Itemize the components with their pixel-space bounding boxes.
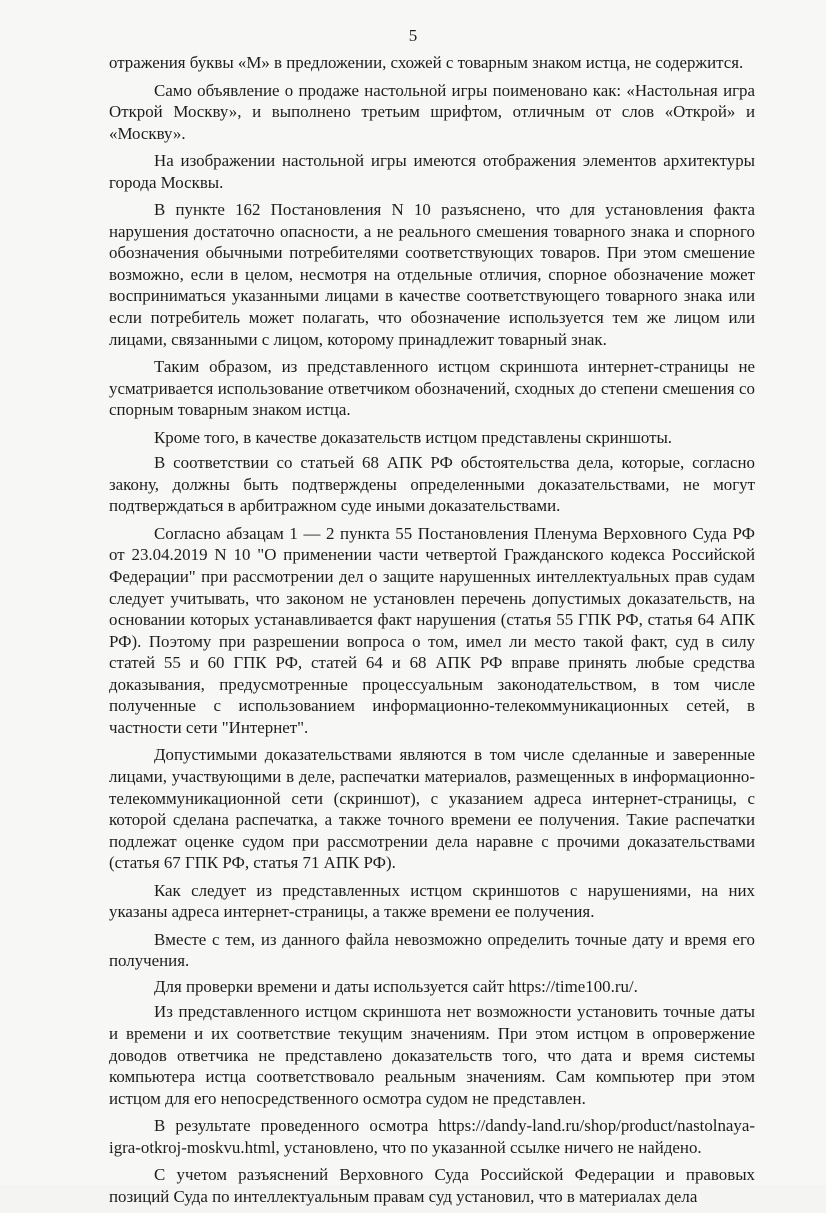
document-body xyxy=(109,52,755,1213)
paragraph-conclusion-similarity: Таким образом, из представленного истцом скриншота интернет-страницы не усматривается использование ответчиком обозначений, сходных до степени смешения со спорным товарным знаком истца. xyxy=(109,357,755,420)
paragraph-court-finding: С учетом разъяснений Верховного Суда Российской Федерации и правовых позиций Суда по интеллектуальным правам суд установил, что в материалах дела xyxy=(109,1165,755,1206)
paragraph-file-time-unknown: Вместе с тем, из данного файла невозможно определить точные дату и время его получения. xyxy=(109,929,755,971)
paragraph-time-check-site: Для проверки времени и даты используется сайт https://time100.ru/. xyxy=(154,976,638,996)
paragraph-plenum-clause-55: Согласно абзацам 1 — 2 пункта 55 Постановления Пленума Верховного Суда РФ от 23.04.2019 N 10 "О применении части четвертой Гражданского кодекса Российской Федерации" при рассмотрении дел о защите нарушенных интеллектуальных прав судам следует учитывать, что законом не установлен перечень допустимых доказательств, на основании которых устанавливается факт нарушения (статья 55 ГПК РФ, статья 64 АПК РФ). Поэтому при разрешении вопроса о том, имел ли место такой факт, суд в силу статей 55 и 60 ГПК РФ, статей 64 и 68 АПК РФ вправе принять любые средства доказывания, предусмотренные процессуальным законодательством, в том числе полученные с использованием информационно-телекоммуникационных сетей, в частности сети "Интернет". xyxy=(109,523,755,737)
paragraph-article-68: В соответствии со статьей 68 АПК РФ обстоятельства дела, которые, согласно закону, должны быть подтверждены определенными доказательствами, не могут подтверждаться в арбитражном суде иными доказательствами. xyxy=(109,453,755,516)
paragraph-inspection-result: В результате проведенного осмотра https://dandy-land.ru/shop/product/nastolnaya-igra-otkroj-moskvu.html, установлено, что по указанной ссылке ничего не найдено. xyxy=(109,1116,755,1157)
paragraph-game-ad-title: Само объявление о продаже настольной игры поименовано как: «Настольная игра Открой Москву», и выполнено третьим шрифтом, отличным от слов «Открой» и «Москву». xyxy=(109,80,755,143)
paragraph-no-time-proof: Из представленного истцом скриншота нет возможности установить точные даты и времени и их соответствие текущим значениям. При этом истцом в опровержение доводов ответчика не представлено доказательств того, что дата и время системы компьютера истца соответствовало реальным значениям. Сам компьютер при этом истцом для его непосредственного осмотра судом не представлен. xyxy=(109,1002,755,1108)
paragraph-clause-162: В пункте 162 Постановления N 10 разъяснено, что для установления факта нарушения достаточно опасности, а не реального смешения товарного знака и спорного обозначения обычными потребителями соответствующих товаров. При этом смешение возможно, если в целом, несмотря на отдельные отличия, спорное обозначение может восприниматься указанными лицами в качестве соответствующего товарного знака или если потребитель может полагать, что обозначение используется тем же лицом или лицами, связанными с лицом, которому принадлежит товарный знак. xyxy=(109,200,755,349)
page-number: 5 xyxy=(408,26,418,45)
paragraph-admissible-evidence: Допустимыми доказательствами являются в том числе сделанные и заверенные лицами, участвующими в деле, распечатки материалов, размещенных в информационно- телекоммуникационной сети (скриншот), с указанием адреса интернет-страницы, с которой сделана распечатка, а также точного времени ее получения. Такие распечатки подлежат оценке судом при рассмотрении дела наравне с прочими доказательствами (статья 67 ГПК РФ, статья 71 АПК РФ). xyxy=(109,745,755,873)
paragraph-screenshots-evidence: Кроме того, в качестве доказательств истцом представлены скриншоты. xyxy=(154,427,673,447)
paragraph-screenshot-addresses: Как следует из представленных истцом скриншотов с нарушениями, на них указаны адреса интернет-страницы, а также времени ее получения. xyxy=(109,880,755,922)
paragraph-continuation: отражения буквы «М» в предложении, схожей с товарным знаком истца, не содержится. xyxy=(109,53,744,72)
paragraph-game-image: На изображении настольной игры имеются отображения элементов архитектуры города Москвы. xyxy=(109,151,755,192)
